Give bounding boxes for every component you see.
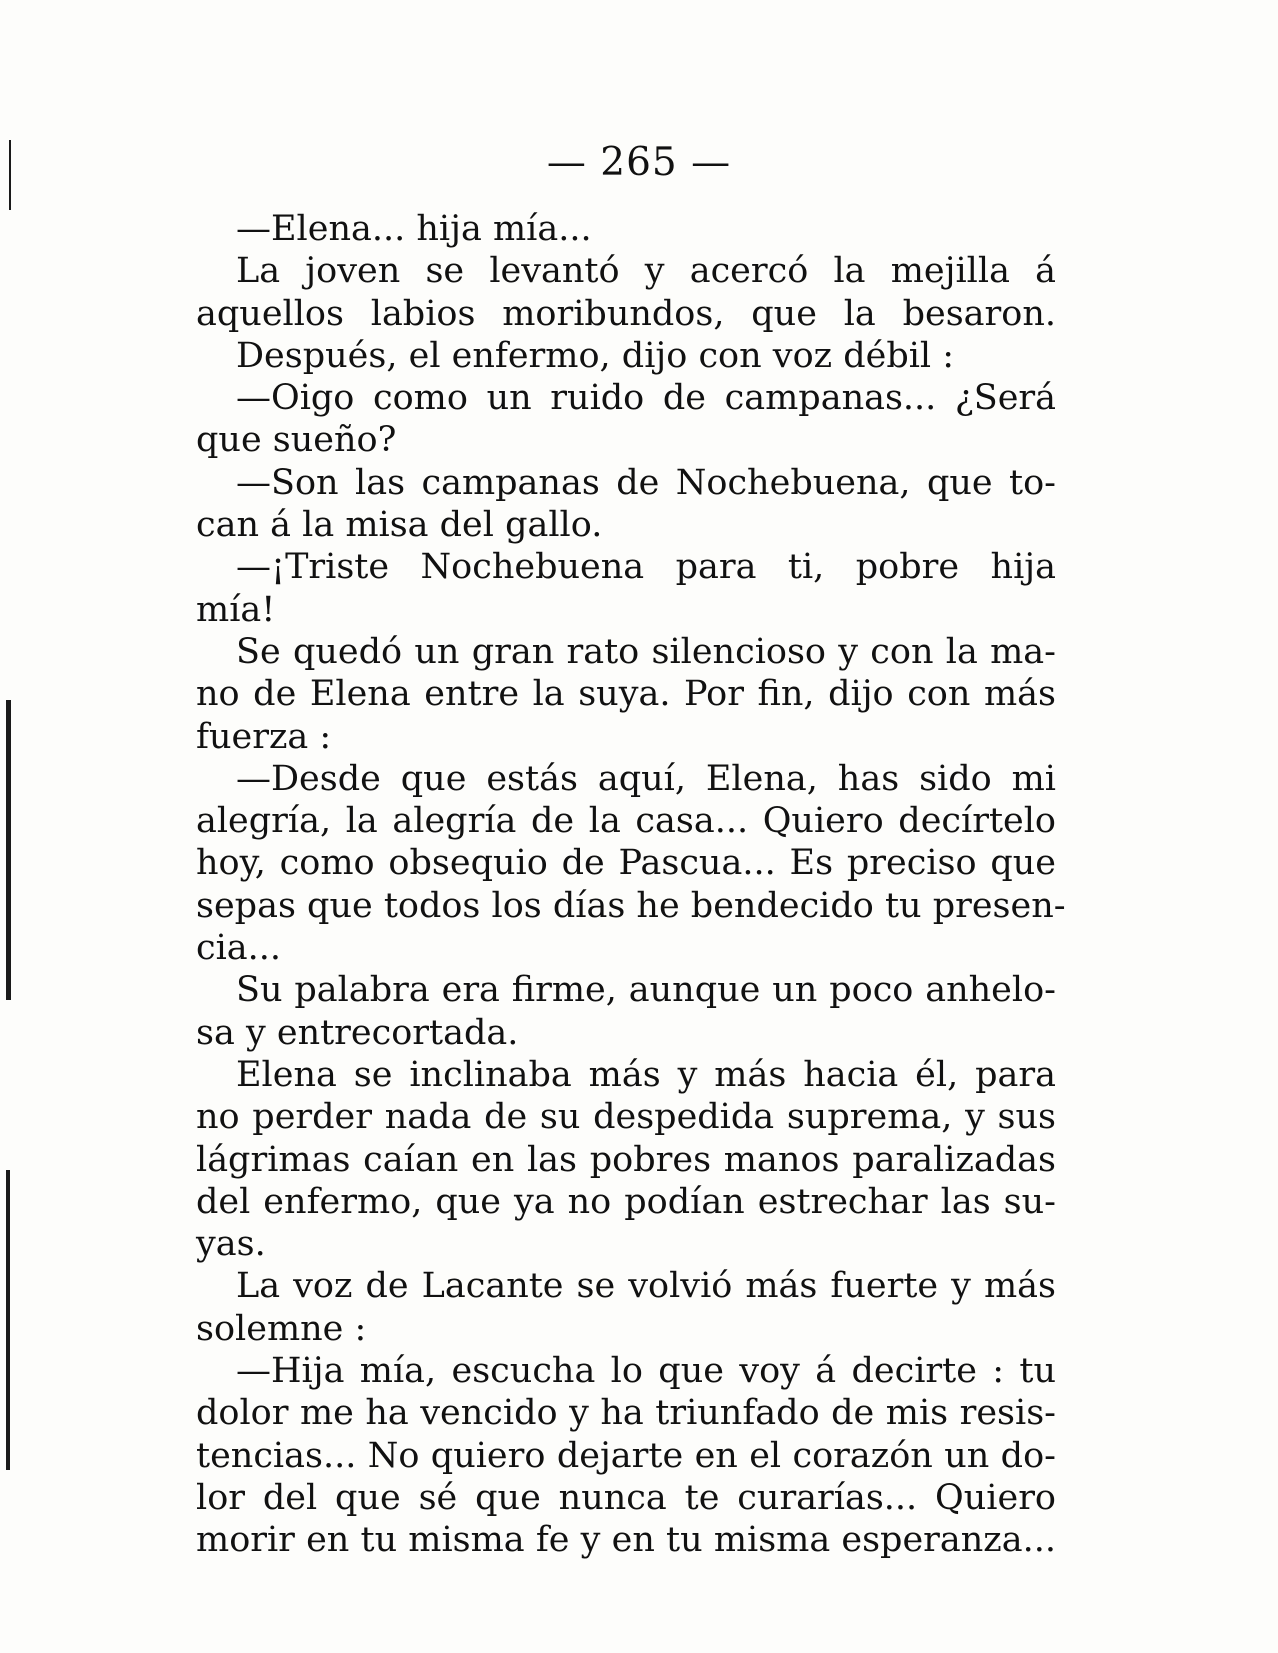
text-line: tencias... No quiero dejarte en el corazón un do- (196, 1435, 1056, 1476)
text-line: La joven se levantó y acercó la mejilla á (236, 251, 1056, 292)
text-line: —Elena... hija mía... (236, 209, 592, 249)
text-line: lágrimas caían en las pobres manos paralizadas (196, 1139, 1056, 1180)
text-line: no de Elena entre la suya. Por fin, dijo con más (196, 674, 1056, 715)
text-line: sepas que todos los días he bendecido tu presen- (196, 885, 1066, 926)
text-line: can á la misa del gallo. (196, 505, 603, 546)
text-line: mía! (196, 589, 276, 630)
text-line: fuerza : (196, 716, 332, 757)
page-number: — 265 — (546, 140, 732, 185)
text-line: sa y entrecortada. (196, 1012, 519, 1053)
left-edge-scan-mark (6, 700, 11, 1000)
text-line: La voz de Lacante se volvió más fuerte y más (236, 1266, 1056, 1307)
text-line: solemne : (196, 1308, 367, 1349)
text-line: —Son las campanas de Nochebuena, que to- (236, 462, 1056, 503)
left-edge-scan-mark (6, 1170, 10, 1470)
text-line: que sueño? (196, 420, 397, 461)
text-line: yas. (196, 1224, 266, 1265)
text-line: —Desde que estás aquí, Elena, has sido mi (236, 758, 1056, 799)
text-line: lor del que sé que nunca te curarías... Quiero (196, 1477, 1056, 1518)
text-line: —¡Triste Nochebuena para ti, pobre hija (236, 547, 1056, 588)
text-line: alegría, la alegría de la casa... Quiero decírtelo (196, 801, 1056, 842)
text-line: dolor me ha vencido y ha triunfado de mis resis- (196, 1393, 1056, 1434)
body-text (196, 208, 1066, 1562)
text-line: —Oigo como un ruido de campanas... ¿Será (236, 378, 1056, 419)
text-line: no perder nada de su despedida suprema, y sus (196, 1097, 1056, 1138)
text-line: Después, el enfermo, dijo con voz débil : (236, 335, 955, 376)
text-line: aquellos labios moribundos, que la besaron. (196, 293, 1056, 334)
text-line: Se quedó un gran rato silencioso y con la ma- (236, 631, 1056, 672)
text-line: hoy, como obsequio de Pascua... Es preciso que (196, 843, 1056, 884)
text-line: cia... (196, 928, 282, 969)
text-line: morir en tu misma fe y en tu misma esperanza... (196, 1520, 1056, 1561)
text-line: del enfermo, que ya no podían estrechar las su- (196, 1181, 1056, 1222)
text-line: Su palabra era firme, aunque un poco anhelo- (236, 970, 1056, 1011)
text-line: —Hija mía, escucha lo que voy á decirte : tu (236, 1351, 1056, 1392)
text-line: Elena se inclinaba más y más hacia él, para (236, 1054, 1056, 1095)
